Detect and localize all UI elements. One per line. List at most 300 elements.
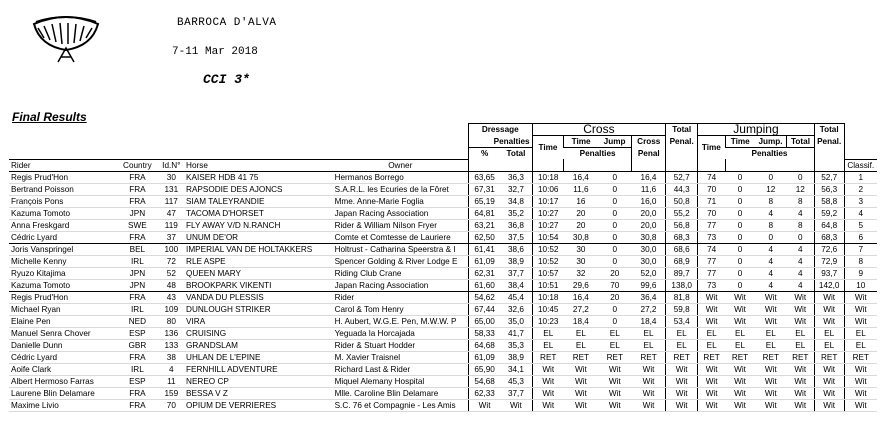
table-cell: 38,9 [500, 255, 532, 267]
table-cell: FRA [116, 291, 158, 303]
table-cell: SWE [116, 219, 158, 231]
table-cell: 10 [844, 279, 877, 291]
table-cell: 0 [598, 183, 632, 195]
table-cell: Wit [725, 363, 755, 375]
table-cell: Wit [532, 375, 564, 387]
table-cell: 32,7 [500, 183, 532, 195]
table-cell: Rider [333, 291, 469, 303]
table-cell: 30,0 [632, 243, 666, 255]
table-cell: 0 [725, 255, 755, 267]
table-cell: RET [532, 351, 564, 363]
table-cell: Wit [698, 363, 726, 375]
dressage-header: Dressage [468, 124, 532, 136]
table-cell: 64,68 [468, 339, 500, 351]
table-cell: Cédric Lyard [9, 351, 116, 363]
table-cell: 30 [564, 243, 598, 255]
table-cell: KAISER HDB 41 75 [184, 171, 333, 183]
table-cell: 70 [598, 279, 632, 291]
table-cell: RET [755, 351, 787, 363]
table-cell: 63,21 [468, 219, 500, 231]
table-cell: CRUISING [184, 327, 333, 339]
table-cell: 10:27 [532, 207, 564, 219]
table-cell: Elaine Pen [9, 315, 116, 327]
table-cell: 30,8 [564, 231, 598, 243]
table-cell: 52,7 [666, 171, 698, 183]
table-cell: Wit [698, 387, 726, 399]
table-cell: 10:51 [532, 279, 564, 291]
table-cell: 61,60 [468, 279, 500, 291]
table-row [9, 279, 877, 291]
table-cell: Wit [787, 291, 815, 303]
table-cell: Hermanos Borrego [333, 171, 469, 183]
table-cell: 7 [844, 243, 877, 255]
table-cell: 77 [698, 255, 726, 267]
table-cell: 0 [598, 303, 632, 315]
table-cell: 10:06 [532, 183, 564, 195]
table-row [9, 291, 877, 303]
table-cell: 3 [844, 195, 877, 207]
table-cell: 20 [598, 291, 632, 303]
col-id: Id.N° [159, 159, 184, 171]
table-cell: NEREO CP [184, 375, 333, 387]
table-cell: GBR [116, 339, 158, 351]
section-title: Final Results [12, 110, 87, 124]
table-cell: 20 [564, 219, 598, 231]
table-cell: Wit [468, 399, 500, 411]
cross-time-pen-header: Time [564, 136, 598, 148]
table-cell: 56,3 [814, 183, 844, 195]
table-row [9, 327, 877, 339]
table-cell: 9 [844, 267, 877, 279]
table-cell: Wit [844, 375, 877, 387]
table-cell: 4 [787, 207, 815, 219]
table-cell: 16,4 [564, 291, 598, 303]
table-cell: TACOMA D'HORSET [184, 207, 333, 219]
table-cell: 10:52 [532, 243, 564, 255]
table-cell: 68,6 [666, 243, 698, 255]
table-cell: Wit [725, 315, 755, 327]
table-row [9, 339, 877, 351]
table-cell: Japan Racing Association [333, 279, 469, 291]
table-row [9, 207, 877, 219]
table-cell: Kazuma Tomoto [9, 279, 116, 291]
dressage-pct-header: % [468, 148, 500, 160]
table-cell: 48 [159, 279, 184, 291]
table-cell: EL [725, 327, 755, 339]
col-rider: Rider [9, 159, 116, 171]
table-row [9, 171, 877, 183]
table-row [9, 243, 877, 255]
table-cell: Regis Prud'Hon [9, 171, 116, 183]
table-cell: 59,2 [814, 207, 844, 219]
table-cell: 0 [725, 231, 755, 243]
table-row [9, 255, 877, 267]
cross-jump-header: Jump [598, 136, 632, 148]
jumping-header: Jumping [698, 124, 815, 136]
table-cell: 159 [159, 387, 184, 399]
table-cell: BROOKPARK VIKENTI [184, 279, 333, 291]
table-cell: 4 [787, 243, 815, 255]
table-cell: Wit [814, 363, 844, 375]
table-cell: 29,6 [564, 279, 598, 291]
table-cell: 16 [564, 195, 598, 207]
table-cell: FLY AWAY V/D N.RANCH [184, 219, 333, 231]
table-cell: 10:54 [532, 231, 564, 243]
table-cell: 70 [698, 183, 726, 195]
table-cell: IRL [116, 363, 158, 375]
table-cell: 37,7 [500, 267, 532, 279]
table-cell: 68,3 [666, 231, 698, 243]
table-cell: Wit [755, 399, 787, 411]
event-dates: 7-11 Mar 2018 [172, 46, 258, 58]
table-cell: JPN [116, 279, 158, 291]
table-cell: M. Xavier Traisnel [333, 351, 469, 363]
table-cell: Wit [844, 387, 877, 399]
table-cell: Bertrand Poisson [9, 183, 116, 195]
table-cell: JPN [116, 267, 158, 279]
table-cell: H. Aubert, W.G.E. Pen, M.W.W. P [333, 315, 469, 327]
table-cell: EL [844, 339, 877, 351]
table-row [9, 195, 877, 207]
event-name: BARROCA D'ALVA [177, 17, 277, 29]
table-row [9, 375, 877, 387]
table-cell: 0 [598, 195, 632, 207]
table-cell: 27,2 [564, 303, 598, 315]
table-cell: 36,8 [500, 219, 532, 231]
table-cell: EL [814, 339, 844, 351]
table-cell: 0 [755, 171, 787, 183]
table-cell: 0 [598, 171, 632, 183]
table-cell: Wit [844, 315, 877, 327]
table-cell: 0 [725, 219, 755, 231]
table-cell: 10:27 [532, 219, 564, 231]
table-cell: 65,19 [468, 195, 500, 207]
table-cell: Wit [814, 315, 844, 327]
table-cell: 10:18 [532, 171, 564, 183]
table-cell: 56,8 [666, 219, 698, 231]
table-cell: ESP [116, 375, 158, 387]
table-cell: 53,4 [666, 315, 698, 327]
table-cell: EL [725, 339, 755, 351]
table-cell: 8 [755, 219, 787, 231]
table-cell: 20 [598, 267, 632, 279]
table-cell: Wit [787, 315, 815, 327]
table-cell: Wit [532, 387, 564, 399]
table-cell: Richard Last & Rider [333, 363, 469, 375]
table-cell: Wit [755, 363, 787, 375]
table-cell: 18,4 [564, 315, 598, 327]
table-cell: Kazuma Tomoto [9, 207, 116, 219]
table-cell: Aoife Clark [9, 363, 116, 375]
table-cell: 6 [844, 231, 877, 243]
jumping-total-header: Total [787, 136, 815, 148]
cross-penal-header: Cross [632, 136, 666, 148]
table-cell: Spencer Golding & River Lodge E [333, 255, 469, 267]
table-cell: 61,41 [468, 243, 500, 255]
table-cell: Wit [725, 399, 755, 411]
table-cell: 64,8 [814, 219, 844, 231]
table-cell: 138,0 [666, 279, 698, 291]
cross-header: Cross [532, 124, 666, 136]
table-cell: UNUM DE'OR [184, 231, 333, 243]
table-cell: 55,2 [666, 207, 698, 219]
table-cell: 74 [698, 171, 726, 183]
table-cell: FRA [116, 387, 158, 399]
table-cell: EL [698, 339, 726, 351]
table-cell: Wit [598, 375, 632, 387]
table-cell: Wit [844, 291, 877, 303]
table-cell: 54,68 [468, 375, 500, 387]
table-cell: Michelle Kenny [9, 255, 116, 267]
table-cell: Manuel Senra Chover [9, 327, 116, 339]
table-cell: 54,62 [468, 291, 500, 303]
total-penal-header: Total [666, 124, 698, 136]
table-cell: 0 [598, 243, 632, 255]
cross-penalties-header: Penalties [564, 148, 632, 160]
table-cell: 12 [755, 183, 787, 195]
table-cell: 4 [755, 255, 787, 267]
table-cell: 58,8 [814, 195, 844, 207]
table-cell: Wit [532, 399, 564, 411]
table-cell: 89,7 [666, 267, 698, 279]
table-cell: Wit [598, 363, 632, 375]
table-cell: FRA [116, 195, 158, 207]
table-cell: RET [698, 351, 726, 363]
table-cell: Wit [755, 375, 787, 387]
table-cell: Wit [814, 399, 844, 411]
table-cell: Anna Freskgard [9, 219, 116, 231]
table-cell: Wit [844, 399, 877, 411]
table-cell: 0 [598, 219, 632, 231]
table-cell: 64,81 [468, 207, 500, 219]
table-cell: EL [787, 327, 815, 339]
table-cell: 4 [787, 267, 815, 279]
table-cell: EL [666, 327, 698, 339]
table-cell: Wit [632, 363, 666, 375]
table-cell: IRL [116, 255, 158, 267]
table-cell: S.A.R.L. les Ecuries de la Fôret [333, 183, 469, 195]
table-cell: Joris Vanspringel [9, 243, 116, 255]
table-cell: 62,50 [468, 231, 500, 243]
table-cell: 67,31 [468, 183, 500, 195]
table-row [9, 267, 877, 279]
table-cell: 80 [159, 315, 184, 327]
table-cell: 136 [159, 327, 184, 339]
table-cell: 74 [698, 243, 726, 255]
total-penal-header2: Penal. [666, 136, 698, 148]
table-cell: IRL [116, 303, 158, 315]
table-cell: 1 [844, 171, 877, 183]
table-cell: Wit [598, 387, 632, 399]
table-cell: 52,7 [814, 171, 844, 183]
table-cell: 16,4 [632, 171, 666, 183]
table-cell: EL [564, 327, 598, 339]
table-cell: OPIUM DE VERRIERES [184, 399, 333, 411]
col-owner: Owner [333, 159, 469, 171]
table-cell: Wit [564, 375, 598, 387]
table-cell: EL [532, 327, 564, 339]
table-cell: 10:17 [532, 195, 564, 207]
table-cell: 8 [787, 195, 815, 207]
table-cell: François Pons [9, 195, 116, 207]
table-cell: UHLAN DE L'EPINE [184, 351, 333, 363]
table-cell: Wit [666, 399, 698, 411]
table-cell: 0 [755, 231, 787, 243]
table-cell: 0 [725, 267, 755, 279]
table-cell: Comte et Comtesse de Lauriere [333, 231, 469, 243]
table-cell: 93,7 [814, 267, 844, 279]
event-logo [30, 12, 102, 64]
table-cell: 30,0 [632, 255, 666, 267]
table-cell: FRA [116, 183, 158, 195]
table-cell: 4 [755, 267, 787, 279]
table-cell: 27,2 [632, 303, 666, 315]
table-cell: Wit [632, 399, 666, 411]
table-cell: Danielle Dunn [9, 339, 116, 351]
jumping-penalties-header: Penalties [725, 148, 814, 160]
table-cell: 65,90 [468, 363, 500, 375]
table-cell: FRA [116, 399, 158, 411]
table-cell: Mlle. Caroline Blin Delamare [333, 387, 469, 399]
col-classif: Classif. [844, 159, 877, 171]
table-cell: 73 [698, 279, 726, 291]
table-row [9, 315, 877, 327]
table-cell: 70 [698, 207, 726, 219]
table-cell: Wit [725, 291, 755, 303]
table-cell: 62,33 [468, 387, 500, 399]
col-horse: Horse [184, 159, 333, 171]
table-cell: 38 [159, 351, 184, 363]
table-cell: FRA [116, 231, 158, 243]
table-cell: 0 [725, 183, 755, 195]
table-cell: 99,6 [632, 279, 666, 291]
table-cell: Mme. Anne-Marie Foglia [333, 195, 469, 207]
table-cell: EL [787, 339, 815, 351]
table-cell: RET [787, 351, 815, 363]
table-cell: Wit [755, 315, 787, 327]
table-cell: Wit [698, 399, 726, 411]
table-row [9, 387, 877, 399]
table-cell: Ryuzo Kitajima [9, 267, 116, 279]
table-cell: EL [632, 339, 666, 351]
col-country: Country [116, 159, 158, 171]
table-cell: 61,09 [468, 255, 500, 267]
table-cell: 34,8 [500, 195, 532, 207]
table-cell: Rider & William Nilson Fryer [333, 219, 469, 231]
table-cell: 20,0 [632, 219, 666, 231]
table-cell: Wit [666, 375, 698, 387]
table-cell: 0 [725, 279, 755, 291]
table-row [9, 351, 877, 363]
table-cell: RET [632, 351, 666, 363]
table-cell: 10:23 [532, 315, 564, 327]
table-cell: 8 [844, 255, 877, 267]
table-cell: Wit [755, 387, 787, 399]
table-cell: Wit [725, 303, 755, 315]
table-cell: Wit [698, 303, 726, 315]
table-cell: Wit [632, 387, 666, 399]
final-total-header: Total [814, 124, 844, 136]
table-cell: BEL [116, 243, 158, 255]
table-cell: 32,6 [500, 303, 532, 315]
table-cell: 11 [159, 375, 184, 387]
table-cell: EL [814, 327, 844, 339]
table-cell: EL [598, 327, 632, 339]
table-cell: Wit [787, 303, 815, 315]
table-cell: 119 [159, 219, 184, 231]
table-cell: Wit [814, 303, 844, 315]
table-cell: 109 [159, 303, 184, 315]
jumping-time-header: Time [698, 136, 726, 160]
table-cell: 68,9 [666, 255, 698, 267]
table-cell: 35,2 [500, 207, 532, 219]
table-cell: Albert Hermoso Farras [9, 375, 116, 387]
table-cell: 35,0 [500, 315, 532, 327]
table-cell: RAPSODIE DES AJONCS [184, 183, 333, 195]
table-cell: 35,3 [500, 339, 532, 351]
table-cell: Wit [698, 291, 726, 303]
table-cell: Japan Racing Association [333, 207, 469, 219]
table-cell: 131 [159, 183, 184, 195]
table-cell: Wit [564, 363, 598, 375]
table-cell: EL [666, 339, 698, 351]
table-cell: S.C. 76 et Compagnie - Les Amis [333, 399, 469, 411]
table-cell: Cédric Lyard [9, 231, 116, 243]
table-cell: EL [598, 339, 632, 351]
table-cell: Riding Club Crane [333, 267, 469, 279]
table-row [9, 363, 877, 375]
table-cell: QUEEN MARY [184, 267, 333, 279]
table-cell: 4 [787, 255, 815, 267]
table-row [9, 399, 877, 411]
table-cell: FERNHILL ADVENTURE [184, 363, 333, 375]
table-cell: Wit [844, 363, 877, 375]
table-cell: Holtrust - Catharina Speerstra & I [333, 243, 469, 255]
table-cell: 4 [755, 279, 787, 291]
table-cell: Wit [725, 387, 755, 399]
table-cell: EL [564, 339, 598, 351]
table-cell: Wit [755, 303, 787, 315]
table-cell: 67,44 [468, 303, 500, 315]
table-cell: 37,7 [500, 387, 532, 399]
table-cell: BESSA V Z [184, 387, 333, 399]
table-cell: 8 [787, 219, 815, 231]
table-cell: 0 [725, 243, 755, 255]
table-cell: 16,0 [632, 195, 666, 207]
table-cell: 47 [159, 207, 184, 219]
table-cell: IMPERIAL VAN DE HOLTAKKERS [184, 243, 333, 255]
table-cell: 133 [159, 339, 184, 351]
results-body [9, 171, 877, 411]
table-cell: EL [532, 339, 564, 351]
table-cell: 45,4 [500, 291, 532, 303]
table-cell: 77 [698, 267, 726, 279]
jumping-jump-header: Jump. [755, 136, 787, 148]
table-cell: Wit [632, 375, 666, 387]
table-cell: Wit [725, 375, 755, 387]
table-cell: Regis Prud'Hon [9, 291, 116, 303]
table-cell: 63,65 [468, 171, 500, 183]
table-cell: EL [698, 327, 726, 339]
table-cell: Wit [787, 387, 815, 399]
table-cell: 11,6 [632, 183, 666, 195]
table-cell: Yeguada la Horcajada [333, 327, 469, 339]
table-cell: 30 [159, 171, 184, 183]
table-cell: 61,09 [468, 351, 500, 363]
table-cell: 32 [564, 267, 598, 279]
table-cell: 72,6 [814, 243, 844, 255]
table-cell: 73 [698, 231, 726, 243]
